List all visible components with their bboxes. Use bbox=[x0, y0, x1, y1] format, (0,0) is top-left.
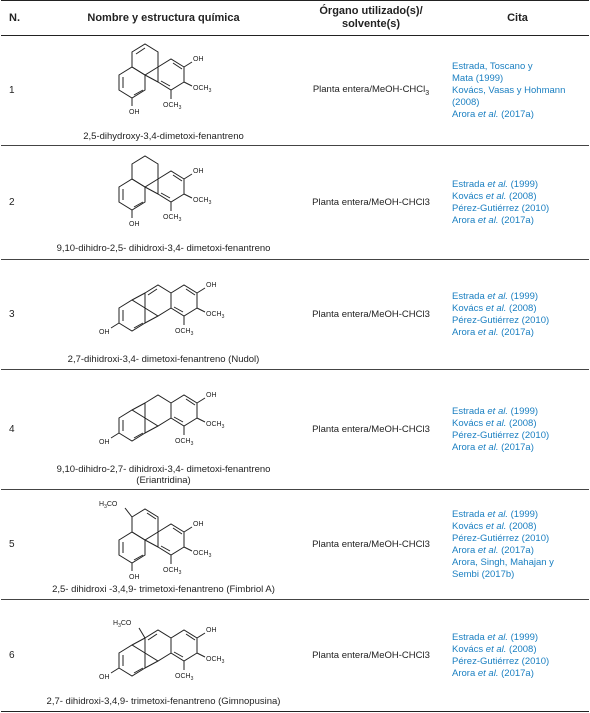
oh-label: OH bbox=[205, 282, 216, 289]
oh-label: OH bbox=[98, 438, 109, 446]
citation-link[interactable]: Arora et al. (2017a) bbox=[452, 544, 534, 556]
row-number: 6 bbox=[1, 600, 31, 712]
och3-label: $OCH_3$ bbox=[162, 567, 181, 576]
compound-name: 2,5-dihydroxy-3,4-dimetoxi-fenantreno bbox=[83, 131, 244, 142]
structure-6-drawing bbox=[89, 604, 239, 696]
oh-label: OH bbox=[128, 574, 139, 581]
citations bbox=[446, 36, 589, 146]
oh-label: OH bbox=[205, 627, 216, 634]
organ-solvent: Planta entera/MeOH-CHCl3 bbox=[296, 370, 446, 490]
och3-label: $OCH_3$ bbox=[162, 214, 181, 223]
organ-solvent: Planta entera/MeOH-CHCl3 bbox=[296, 146, 446, 260]
och3-label: $OCH_3$ bbox=[192, 550, 211, 559]
och3-label: $OCH_3$ bbox=[174, 673, 193, 682]
compound-name: 9,10-dihidro-2,5- dihidroxi-3,4- dimetoxi-fenantreno bbox=[56, 243, 271, 254]
citation-link[interactable]: Kovács, Vasas y Hohmann bbox=[452, 84, 566, 96]
row-number: 1 bbox=[1, 36, 31, 146]
organ-solvent: Planta entera/MeOH-CHCl$_3$ bbox=[296, 36, 446, 146]
citations bbox=[446, 260, 589, 370]
citation-link[interactable]: Pérez-Gutiérrez (2010) bbox=[452, 429, 550, 441]
citation-link[interactable]: Pérez-Gutiérrez (2010) bbox=[452, 532, 550, 544]
structure-1-drawing bbox=[89, 39, 239, 131]
row-number: 5 bbox=[1, 490, 31, 600]
och3-label: $OCH_3$ bbox=[192, 197, 211, 206]
citation-link[interactable]: Pérez-Gutiérrez (2010) bbox=[452, 202, 550, 214]
structure-cell bbox=[31, 490, 296, 600]
oh-label: OH bbox=[192, 168, 203, 175]
citation-link[interactable]: Arora et al. (2017a) bbox=[452, 214, 534, 226]
citation-link[interactable]: Arora et al. (2017a) bbox=[452, 667, 534, 679]
h3co-label: $H_3CO$ bbox=[112, 620, 131, 629]
citation-link[interactable]: Pérez-Gutiérrez (2010) bbox=[452, 655, 550, 667]
structure-4-drawing bbox=[89, 374, 239, 464]
compound-name: 2,5- dihidroxi -3,4,9- trimetoxi-fenantreno (Fimbriol A) bbox=[52, 584, 275, 595]
organ-solvent: Planta entera/MeOH-CHCl3 bbox=[296, 490, 446, 600]
oh-label: OH bbox=[128, 109, 139, 116]
citation-link[interactable]: Pérez-Gutiérrez (2010) bbox=[452, 314, 550, 326]
citation-link[interactable]: Estrada et al. (1999) bbox=[452, 508, 539, 520]
oh-label: OH bbox=[205, 391, 216, 399]
citation-link[interactable]: Sembi (2017b) bbox=[452, 568, 515, 580]
structure-cell bbox=[31, 146, 296, 260]
citation-link[interactable]: Arora et al. (2017a) bbox=[452, 441, 534, 453]
citation-link[interactable]: Kovács et al. (2008) bbox=[452, 302, 537, 314]
table-row bbox=[1, 146, 589, 260]
citation-link[interactable]: Kovács et al. (2008) bbox=[452, 520, 537, 532]
citation-link[interactable]: Estrada et al. (1999) bbox=[452, 290, 539, 302]
structure-cell bbox=[31, 370, 296, 490]
citation-link[interactable]: Kovács et al. (2008) bbox=[452, 190, 537, 202]
structure-3-drawing bbox=[89, 264, 239, 354]
organ-solvent: Planta entera/MeOH-CHCl3 bbox=[296, 260, 446, 370]
citation-link[interactable]: Estrada, Toscano y bbox=[452, 60, 533, 72]
och3-label: $OCH_3$ bbox=[205, 420, 224, 430]
row-number: 4 bbox=[1, 370, 31, 490]
citation-link[interactable]: Estrada et al. (1999) bbox=[452, 178, 539, 190]
structure-cell bbox=[31, 600, 296, 712]
table-row bbox=[1, 36, 589, 146]
header-name-structure: Nombre y estructura química bbox=[31, 1, 296, 36]
table-row bbox=[1, 600, 589, 712]
structure-cell bbox=[31, 260, 296, 370]
oh-label: OH bbox=[98, 674, 109, 681]
oh-label: OH bbox=[192, 56, 203, 63]
citation-link[interactable]: Mata (1999) bbox=[452, 72, 504, 84]
header-citation: Cita bbox=[446, 1, 589, 36]
compound-name: 2,7- dihidroxi-3,4,9- trimetoxi-fenantreno (Gimnopusina) bbox=[46, 696, 281, 707]
header-organ-solvent bbox=[296, 1, 446, 36]
header-organ-line1: Órgano utilizado(s)/ bbox=[319, 5, 423, 17]
citation-link[interactable]: Estrada et al. (1999) bbox=[452, 631, 539, 643]
citation-link[interactable]: Arora, Singh, Mahajan y bbox=[452, 556, 554, 568]
citation-link[interactable]: Arora et al. (2017a) bbox=[452, 326, 534, 338]
table-row bbox=[1, 490, 589, 600]
och3-label: $OCH_3$ bbox=[162, 102, 181, 111]
citation-link[interactable]: Kovács et al. (2008) bbox=[452, 417, 537, 429]
oh-label: OH bbox=[128, 221, 139, 228]
structure-2-drawing bbox=[89, 151, 239, 243]
och3-label: $OCH_3$ bbox=[205, 311, 224, 320]
compound-name: 2,7-dihidroxi-3,4- dimetoxi-fenantreno (Nudol) bbox=[67, 354, 260, 365]
table-row bbox=[1, 370, 589, 490]
structure-5-drawing bbox=[89, 494, 239, 584]
structure-cell bbox=[31, 36, 296, 146]
oh-label: OH bbox=[192, 521, 203, 528]
och3-label: $OCH_3$ bbox=[174, 437, 193, 447]
och3-label: $OCH_3$ bbox=[174, 328, 193, 337]
compounds-table bbox=[1, 0, 589, 712]
h3co-label: $H_3CO$ bbox=[98, 501, 117, 510]
citations bbox=[446, 146, 589, 260]
citation-link[interactable]: Arora et al. (2017a) bbox=[452, 108, 534, 120]
row-number: 2 bbox=[1, 146, 31, 260]
citations bbox=[446, 370, 589, 490]
header-number: N. bbox=[1, 1, 31, 36]
och3-label: $OCH_3$ bbox=[192, 85, 211, 94]
oh-label: OH bbox=[98, 329, 109, 336]
table-row bbox=[1, 260, 589, 370]
citations bbox=[446, 490, 589, 600]
organ-solvent: Planta entera/MeOH-CHCl3 bbox=[296, 600, 446, 712]
citation-link[interactable]: (2008) bbox=[452, 96, 480, 108]
citations bbox=[446, 600, 589, 712]
compound-name-trivial: (Eriantridina) bbox=[136, 474, 191, 486]
citation-link[interactable]: Kovács et al. (2008) bbox=[452, 643, 537, 655]
row-number: 3 bbox=[1, 260, 31, 370]
citation-link[interactable]: Estrada et al. (1999) bbox=[452, 405, 539, 417]
header-organ-line2: solvente(s) bbox=[341, 18, 401, 30]
compound-name: 9,10-dihidro-2,7- dihidroxi-3,4- dimetoxi-fenantreno bbox=[56, 463, 271, 475]
och3-label: $OCH_3$ bbox=[205, 656, 224, 665]
